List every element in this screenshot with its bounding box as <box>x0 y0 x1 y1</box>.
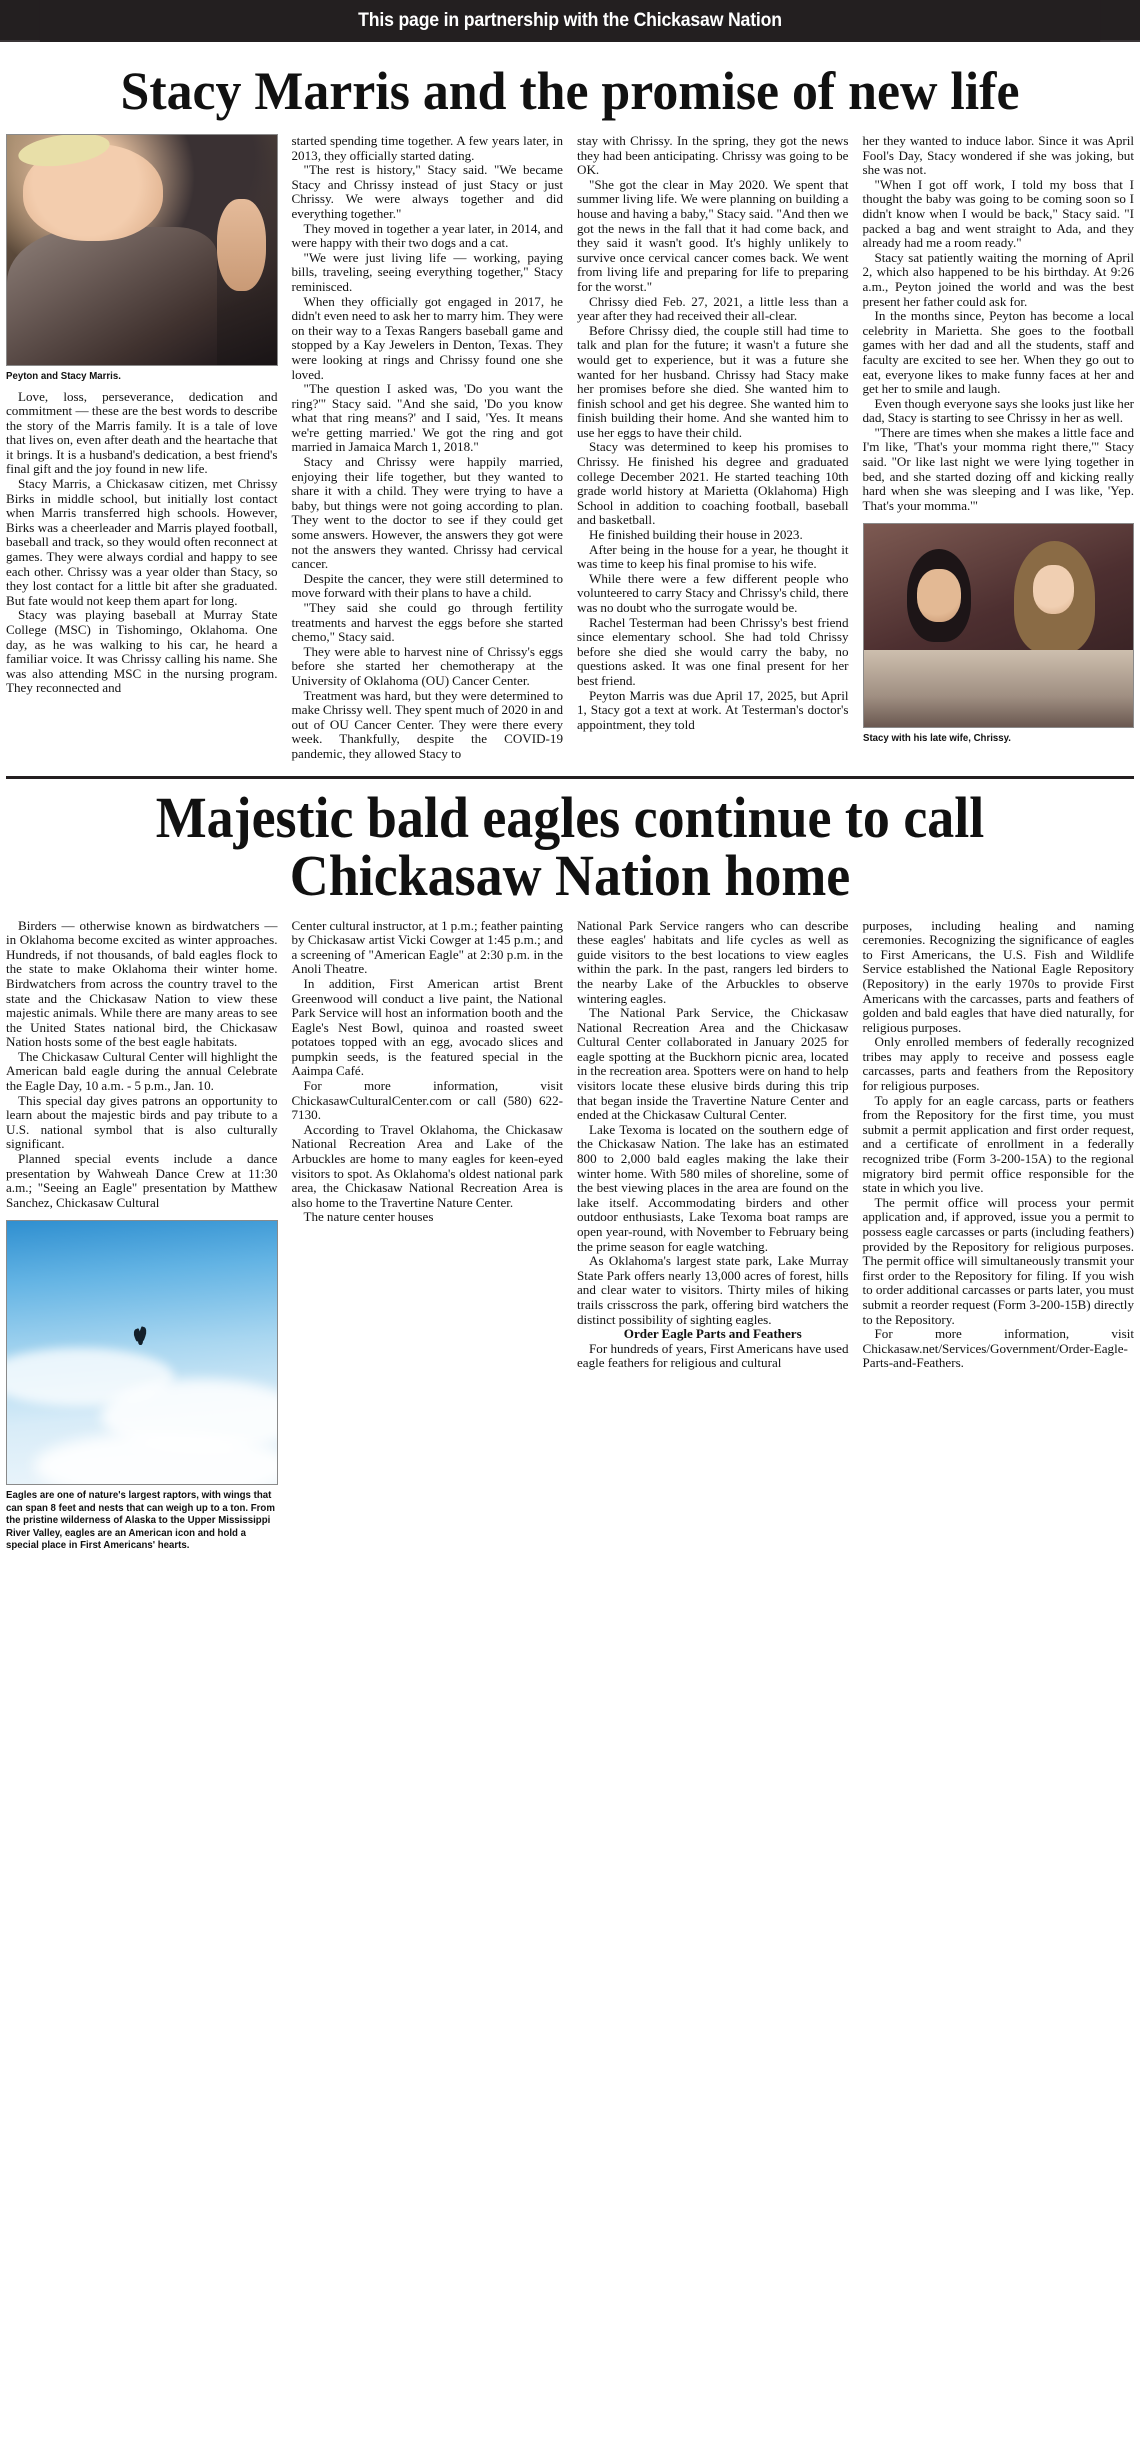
peyton-and-stacy-caption: Peyton and Stacy Marris. <box>6 370 121 382</box>
partnership-banner <box>0 0 1140 42</box>
article1-c2-p5: When they officially got engaged in 2017, he didn't even need to ask her to marry him. They were on their way to a Texas Rangers baseball game and stopped by a Kay Jewelers in Denton, Texas. They were looking at rings and Chrissy found one she loved. <box>291 293 563 382</box>
article2-columns <box>0 919 1140 1559</box>
article1-c2-p2: "The rest is history," Stacy said. "We became Stacy and Chrissy instead of just Stacy or just Chrissy. We were always together and did everything together." <box>291 162 563 221</box>
article2-headline <box>40 779 1100 919</box>
article2-headline-line2: Chickasaw Nation home <box>289 842 851 908</box>
article1-c3-p1: stay with Chrissy. In the spring, they got the news they had been anticipating. Chrissy was going to be OK. <box>577 133 849 178</box>
stacy-and-chrissy-photo <box>863 523 1135 728</box>
article2-headline-line1: Majestic bald eagles continue to call <box>155 784 985 850</box>
article1-c1-p3: Stacy was playing baseball at Murray State College (MSC) in Tishomingo, Oklahoma. One day, as he was walking to his car, he heard a familiar voice. It was Chrissy calling his name. She was also attending MSC in the nursing program. They reconnected and <box>6 607 278 696</box>
partnership-banner-text: This page in partnership with the Chickasaw Nation <box>40 0 1100 42</box>
article1-c4-p1: her they wanted to induce labor. Since it was April Fool's Day, Stacy wondered if she was joking, but she was not. <box>862 133 1134 178</box>
article1-c3-p3: Chrissy died Feb. 27, 2021, a little less than a year after they had received their all-clear. <box>577 293 849 324</box>
eagle-photo-caption: Eagles are one of nature's largest raptors, with wings that can span 8 feet and nests that can weigh up to a ton. From the pristine wilderness of Alaska to the Upper Mississippi River Valley, eagles are an American icon and hold a special place in First Americans' hearts. <box>6 1489 275 1552</box>
article1-c4-p2: "When I got off work, I told my boss that I thought the baby was going to be coming soon so I didn't know when I would be back," Stacy said. "I packed a bag and went straight to Ada, and they already had me a room ready." <box>862 176 1134 251</box>
article1-c1-p2: Stacy Marris, a Chickasaw citizen, met Chrissy Birks in middle school, but initially lost contact when Marris transferred high schools. However, Birks was a cheerleader and Marris played football, baseball and track, so they would often reconnect at games. They were always cordial and happy to see each other. Chrissy was a year older than Stacy, so they lost contact for a little bit after she graduated. But fate would not keep them apart for long. <box>6 476 278 608</box>
article1-c3-p9: Rachel Testerman had been Chrissy's best friend since elementary school. She had told Chrissy before she died she would carry the baby, no questions asked. It was one final present for her best friend. <box>577 614 849 688</box>
article2-c2-p3: For more information, visit ChickasawCulturalCenter.com or call (580) 622-7130. <box>291 1078 563 1123</box>
article1-c3-p10: Peyton Marris was due April 17, 2025, but April 1, Stacy got a text at work. At Testerman's doctor's appointment, they told <box>577 687 849 732</box>
article2-column-1 <box>6 919 278 1559</box>
article1-c3-p2: "She got the clear in May 2020. We spent that summer living life. We were planning on building a house and having a baby," Stacy said. "And then we got the news in the fall that it had come back, and they said it wasn't good. It's highly unlikely to survive once cervical cancer comes back. We went from living life and preparing for life to preparing for the worst." <box>577 176 849 294</box>
article2-c2-p1: Center cultural instructor, at 1 p.m.; feather painting by Chickasaw artist Vicki Cowger at 1:45 p.m.; and a screening of "American Eagle" at 2:30 p.m. in the Anoli Theatre. <box>291 917 564 977</box>
article1-c2-p6: "The question I asked was, 'Do you want the ring?'" Stacy said. "And she said, 'Do you know what that ring means?' and I said, 'Yes. It means we're getting married.' We got the ring and got married in Jamaica March 1, 2018." <box>291 381 563 455</box>
article2-c3-p2: The National Park Service, the Chickasaw National Recreation Area and the Chickasaw Cultural Center collaborated in January 2025 for eagle spotting at the Buckhorn picnic area, located in the recreation area. Spotters were on hand to help visitors locate these elusive birds during this trip that began inside the Travertine Nature Center and ended at the Chickasaw Cultural Center. <box>577 1005 849 1123</box>
article2-column-2 <box>292 919 564 1559</box>
article2-c3-p3: Lake Texoma is located on the southern edge of the Chickasaw Nation. The lake has an estimated 800 to 2,000 bald eagles making the lake their winter home. With 580 miles of shoreline, some of the best viewing places in the area are found on the lake itself. Accommodating birders and other outdoor enthusiasts, Lake Texoma boat ramps are open year-round, with November to February being the prime season for eagle watching. <box>577 1121 849 1254</box>
photo-dress <box>7 227 217 365</box>
photo-face-left <box>917 569 960 622</box>
article1-c2-p7: Stacy and Chrissy were happily married, enjoying their life together, but they wanted to share it with a child. They were trying to have a baby, but things were not going according to plan. They went to the doctor to see if they could get some answers. However, the answers they got were not the answers they wanted. Chrissy had cervical cancer. <box>291 454 563 572</box>
article1-columns <box>0 134 1140 762</box>
article1-c4-p3: Stacy sat patiently waiting the morning of April 2, which also happened to be his birthday. At 9:26 a.m., Peyton joined the world and was the best present her father could ask for. <box>862 249 1134 309</box>
article1-c1-p1: Love, loss, perseverance, dedication and commitment — these are the best words to describe the story of the Marris family. It is a tale of love that lives on, even after death and the heartache that it brings. It is a husband's dedication, a best friend's final gift and the joy found in new life. <box>6 388 278 477</box>
article1-c2-p1: started spending time together. A few years later, in 2013, they officially started dating. <box>291 133 563 163</box>
photo-face-right <box>1033 565 1073 614</box>
article1-c2-p10: They were able to harvest nine of Chrissy's eggs before she started her chemotherapy at the University of Oklahoma (OU) Cancer Center. <box>291 643 563 688</box>
article2-c4-p1: purposes, including healing and naming ceremonies. Recognizing the significance of eagles to First Americans, the U.S. Fish and Wildlife Service established the National Eagle Repository (Repository) in the early 1970s to provide First Americans with the carcasses, parts and feathers of golden and bald eagles that have died naturally, for religious purposes. <box>862 917 1134 1035</box>
article1-c2-p11: Treatment was hard, but they were determined to make Chrissy well. They spent much of 2020 in and out of OU Cancer Center. They were there every week. Thankfully, despite the COVID-19 pandemic, they allowed Stacy to <box>291 687 563 761</box>
article2-c4-p5: For more information, visit Chickasaw.net/Services/Government/Order-Eagle-Parts-and-Feathers. <box>862 1326 1134 1371</box>
article1-column-3 <box>577 134 849 762</box>
article2-c1-p4: Planned special events include a dance presentation by Wahweah Dance Crew at 11:30 a.m.; "Seeing an Eagle" presentation by Matthew Sanchez, Chickasaw Cultural <box>6 1151 278 1210</box>
photo-arm <box>217 199 266 291</box>
article2-c2-p4: According to Travel Oklahoma, the Chickasaw National Recreation Area and Lake of the Arbuckles are home to many eagles for keen-eyed visitors to spot. As Oklahoma's oldest national park area, the Chickasaw National Recreation Area is also home to the Travertine Nature Center. <box>291 1121 563 1210</box>
article1-c4-p5: Even though everyone says she looks just like her dad, Stacy is starting to see Chrissy in her as well. <box>862 395 1134 426</box>
article1-c2-p3: They moved in together a year later, in 2014, and were happy with their two dogs and a cat. <box>291 220 563 251</box>
photo-body <box>864 650 1134 727</box>
article2-column-4 <box>863 919 1135 1559</box>
stacy-and-chrissy-caption: Stacy with his late wife, Chrissy. <box>862 732 1011 745</box>
article2-subhead-order-eagle-parts: Order Eagle Parts and Feathers <box>623 1326 802 1342</box>
eagle-icon <box>134 1327 148 1349</box>
article2-c1-p1: Birders — otherwise known as birdwatchers — in Oklahoma become excited as winter approaches. Hundreds, if not thousands, of bald eagles flock to the state to make Oklahoma their winter home. Birdwatchers from across the country travel to the state and the Chickasaw Nation to view these majestic animals. While there are many areas to see the United States national bird, the Chickasaw Nation hosts some of the best eagle habitats. <box>6 917 278 1050</box>
article1-c3-p5: Stacy was determined to keep his promises to Chrissy. He finished his degree and graduated college December 2021. He started teaching 10th grade world history at Marietta (Oklahoma) High School in addition to coaching football, baseball and basketball. <box>577 439 849 528</box>
article2-c4-p4: The permit office will process your permit application and, if approved, issue you a permit to possess eagle carcasses or parts (including feathers) provided by the Repository for religious purposes. The permit office will simultaneously transmit your first order to the Repository for filing. If you wish to order additional carcasses or parts later, you must submit a reorder request (Form 3-200-15B) directly to the Repository. <box>862 1194 1134 1327</box>
article2-c2-p2: In addition, First American artist Brent Greenwood will conduct a live paint, the National Park Service will host an information booth and the Eagle's Nest Bowl, quinoa and roasted sweet potatoes topped with an egg, avocado slices and pumpkin seeds, is the featured special in the Aaimpa Café. <box>291 975 563 1079</box>
article2-c2-p5: The nature center houses <box>303 1209 434 1225</box>
article1-headline: Stacy Marris and the promise of new life <box>120 61 1020 121</box>
article-stacy-marris <box>0 42 1140 762</box>
article-bald-eagles <box>0 779 1140 1559</box>
article1-c4-p6: "There are times when she makes a little face and I'm like, 'That's your momma right there,'" Stacy said. "Or like last night we were lying together in bed, and she started dozing off and kicking really hard when she was sleeping and I was like, 'Yep. That's your momma.'" <box>862 424 1134 513</box>
article2-column-3 <box>577 919 849 1559</box>
article2-c4-p3: To apply for an eagle carcass, parts or feathers from the Repository for the first time, you must submit a permit application and first order request, and a certificate of enrollment in a federally recognized tribe (Form 3-200-15A) to the regional migratory bird permit office responsible for the state in which you live. <box>862 1092 1134 1196</box>
article2-c3-p4: As Oklahoma's largest state park, Lake Murray State Park offers nearly 13,000 acres of forest, hills and clear water to visitors. Thirty miles of hiking trails crisscross the park, offering bird watchers the distinct possibility of sighting eagles. <box>577 1253 849 1327</box>
article1-column-2 <box>292 134 564 762</box>
peyton-and-stacy-photo <box>6 134 278 366</box>
article1-c2-p9: "They said she could go through fertility treatments and harvest the eggs before she started chemo," Stacy said. <box>291 600 563 645</box>
article1-c2-p4: "We were just living life — working, paying bills, traveling, seeing everything together," Stacy reminisced. <box>291 249 563 294</box>
article2-c3-p1: National Park Service rangers who can describe these eagles' habitats and life cycles as well as guide visitors to the best locations to view eagles within the park. In the past, rangers led birders to the nearby Lake of the Arbuckles to observe wintering eagles. <box>577 917 849 1006</box>
article2-c1-p2: The Chickasaw Cultural Center will highlight the American bald eagle during the annual Celebrate the Eagle Day, 10 a.m. - 5 p.m., Jan. 10. <box>6 1048 278 1094</box>
article1-c3-p6: He finished building their house in 2023. <box>589 527 803 543</box>
article1-c3-p8: While there were a few different people who volunteered to carry Stacy and Chrissy's child, there was no doubt who the surrogate would be. <box>577 570 849 615</box>
article1-c4-p4: In the months since, Peyton has become a local celebrity in Marietta. She goes to the football games with her dad and all the students, staff and faculty are excited to see her. When they go out to eat, everyone likes to make funny faces at her and get her to smile and laugh. <box>862 308 1134 397</box>
article2-c1-p3: This special day gives patrons an opportunity to learn about the majestic birds and pay tribute to a U.S. national symbol that is also culturally significant. <box>6 1092 278 1152</box>
article1-column-4 <box>863 134 1135 762</box>
article1-c3-p7: After being in the house for a year, he thought it was time to keep his final promise to his wife. <box>577 541 849 572</box>
article1-column-1 <box>6 134 278 762</box>
article2-c3-p5: For hundreds of years, First Americans have used eagle feathers for religious and cultural <box>577 1340 849 1371</box>
eagle-in-sky-photo <box>6 1220 278 1485</box>
article1-c2-p8: Despite the cancer, they were still determined to move forward with their plans to have a child. <box>291 570 563 601</box>
article2-c4-p2: Only enrolled members of federally recognized tribes may apply to receive and possess eagle carcasses, parts and feathers from the Repository for religious purposes. <box>862 1034 1134 1094</box>
article1-c3-p4: Before Chrissy died, the couple still had time to talk and plan for the future; it wasn't a future she would get to experience, but it was a future she wanted for her husband. Chrissy had Stacy make her promises before she died. She wanted him to finish school and get his degree. She wanted him to finish building their home. And she wanted him to use her eggs to have their child. <box>577 322 849 440</box>
